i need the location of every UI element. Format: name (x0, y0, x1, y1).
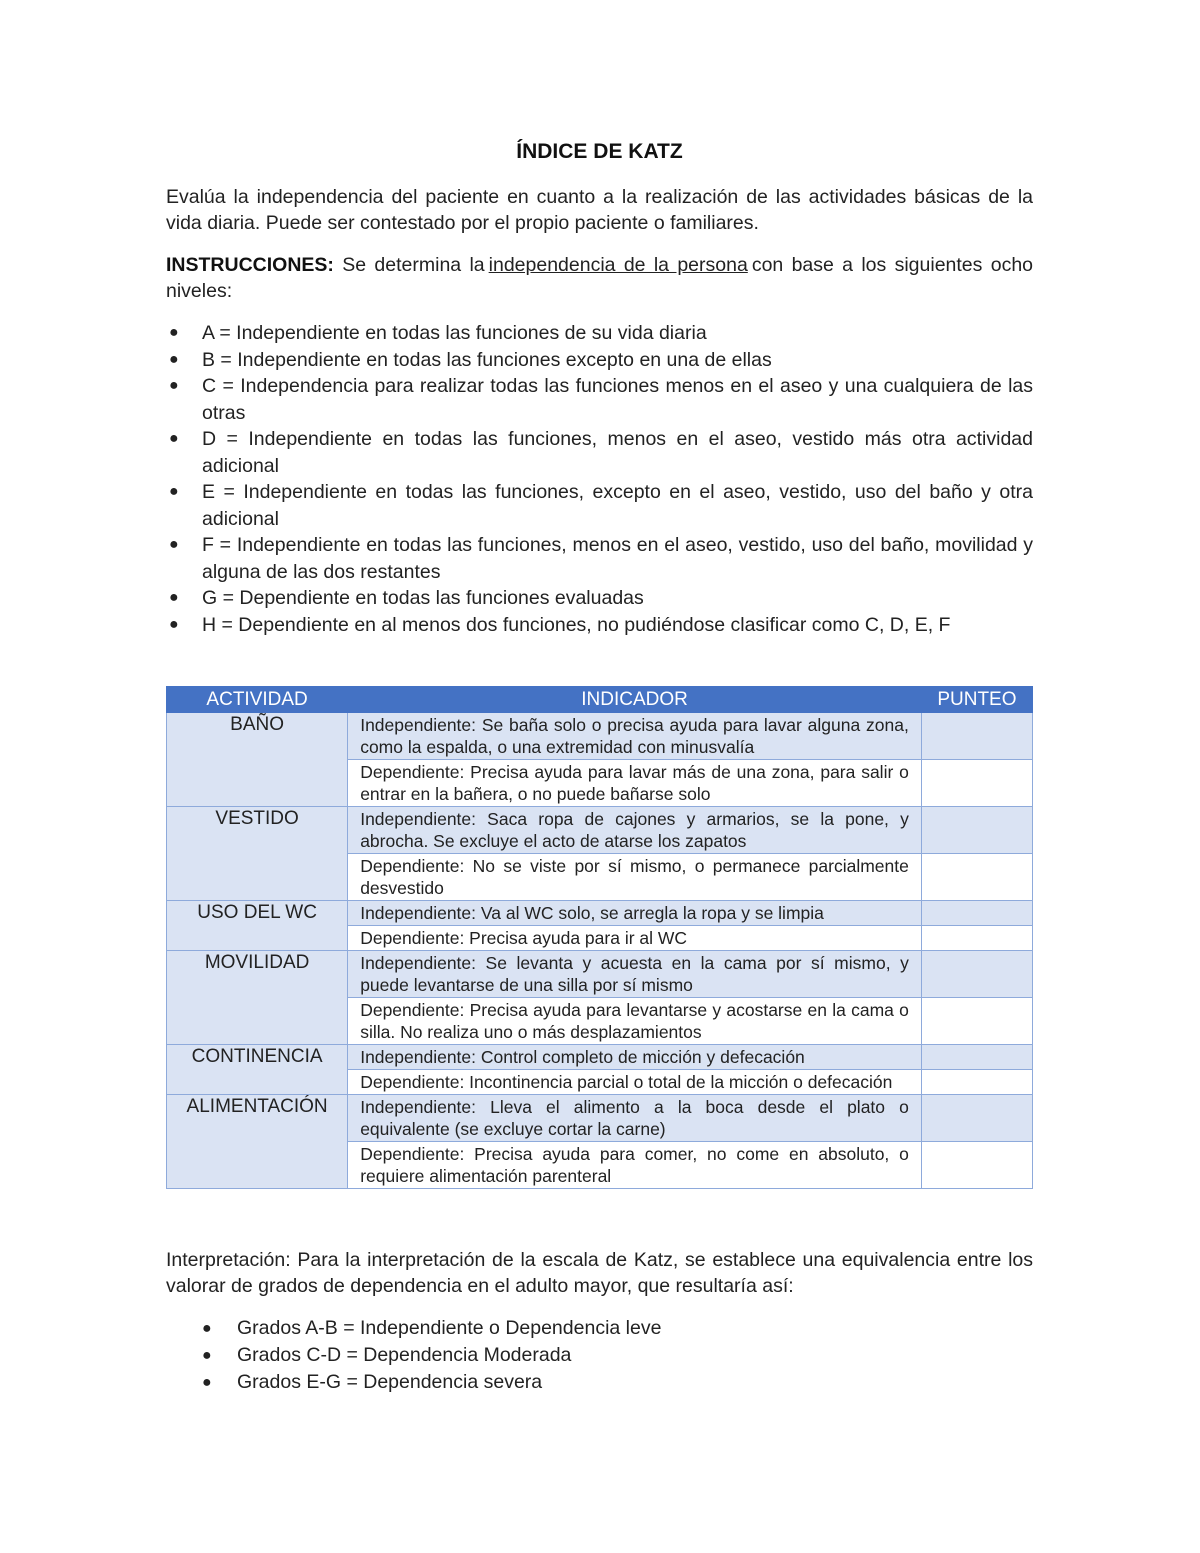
bullet-icon: ● (202, 1347, 212, 1364)
bullet-icon: ● (169, 430, 179, 447)
indicator-cell: Independiente: Lleva el alimento a la boca desde el plato o equivalente (se excluye cortar la carne) (348, 1095, 922, 1142)
page-title: ÍNDICE DE KATZ (516, 140, 683, 163)
bullet-icon: ● (169, 589, 179, 606)
interpretation-section (166, 1247, 1033, 1396)
indicator-cell: Dependiente: Precisa ayuda para lavar más de una zona, para salir o entrar en la bañera, o no puede bañarse solo (348, 760, 922, 807)
score-cell[interactable] (921, 854, 1032, 901)
indicator-cell: Independiente: Saca ropa de cajones y armarios, se la pone, y abrocha. Se excluye el acto de atarse los zapatos (348, 807, 922, 854)
list-item (166, 347, 1033, 374)
grades-list (166, 1315, 1033, 1396)
score-cell[interactable] (921, 807, 1032, 854)
level-text: B = Independiente en todas las funciones excepto en una de ellas (202, 348, 772, 371)
list-item (166, 612, 1033, 639)
level-text: E = Independiente en todas las funciones, excepto en el aseo, vestido, uso del baño y otra adicional (202, 481, 1033, 530)
score-cell[interactable] (921, 1095, 1032, 1142)
bullet-icon: ● (202, 1374, 212, 1391)
activity-cell: BAÑO (167, 713, 348, 807)
level-text: G = Dependiente en todas las funciones evaluadas (202, 587, 644, 609)
level-text: A = Independiente en todas las funciones de su vida diaria (202, 322, 707, 344)
table-row (167, 951, 1033, 998)
list-item (166, 479, 1033, 532)
indicator-cell: Independiente: Va al WC solo, se arregla la ropa y se limpia (348, 901, 922, 926)
indicator-cell: Independiente: Se levanta y acuesta en la cama por sí mismo, y puede levantarse de una silla por sí mismo (348, 951, 922, 998)
activity-cell: MOVILIDAD (167, 951, 348, 1045)
level-text: C = Independencia para realizar todas las funciones menos en el aseo y una cualquiera de las otras (202, 375, 1033, 424)
document-body (166, 140, 1033, 638)
grade-text: Grados A-B = Independiente o Dependencia leve (237, 1317, 662, 1339)
interpretation-paragraph: Interpretación: Para la interpretación de la escala de Katz, se establece una equivalencia entre los valorar de grados de dependencia en el adulto mayor, que resultaría así: (166, 1249, 1033, 1297)
header-actividad: ACTIVIDAD (167, 687, 348, 713)
levels-list (166, 320, 1033, 638)
level-text: F = Independiente en todas las funciones, menos en el aseo, vestido, uso del baño, movilidad y alguna de las dos restantes (202, 534, 1033, 583)
score-cell[interactable] (921, 1045, 1032, 1070)
grade-text: Grados E-G = Dependencia severa (237, 1371, 543, 1393)
table-row (167, 807, 1033, 854)
activity-cell: CONTINENCIA (167, 1045, 348, 1095)
instructions-label: INSTRUCCIONES: (166, 254, 334, 276)
bullet-icon: ● (169, 483, 179, 500)
intro-paragraph: Evalúa la independencia del paciente en cuanto a la realización de las actividades básicas de la vida diaria. Puede ser contestado por el propio paciente o familiares. (166, 186, 1033, 234)
bullet-icon: ● (169, 350, 179, 368)
instructions-paragraph (166, 252, 1033, 304)
indicator-cell: Independiente: Se baña solo o precisa ayuda para lavar alguna zona, como la espalda, o una extremidad con minusvalía (348, 713, 922, 760)
bullet-icon: ● (169, 536, 179, 553)
katz-table (166, 686, 1033, 1189)
list-item (166, 1315, 1033, 1342)
list-item (166, 320, 1033, 347)
list-item (166, 373, 1033, 426)
activity-cell: ALIMENTACIÓN (167, 1095, 348, 1189)
bullet-icon: ● (169, 615, 179, 633)
instructions-link[interactable]: independencia de la persona (488, 254, 748, 276)
indicator-cell: Dependiente: Precisa ayuda para comer, no come en absoluto, o requiere alimentación parenteral (348, 1142, 922, 1189)
table-row (167, 1095, 1033, 1142)
list-item (166, 426, 1033, 479)
score-cell[interactable] (921, 1142, 1032, 1189)
score-cell[interactable] (921, 901, 1032, 926)
indicator-cell: Dependiente: Precisa ayuda para ir al WC (348, 926, 922, 951)
activity-cell: USO DEL WC (167, 901, 348, 951)
list-item (166, 585, 1033, 612)
level-text: D = Independiente en todas las funciones, menos en el aseo, vestido más otra actividad adicional (202, 428, 1033, 477)
bullet-icon: ● (169, 324, 179, 341)
score-cell[interactable] (921, 1070, 1032, 1095)
indicator-cell: Independiente: Control completo de micción y defecación (348, 1045, 922, 1070)
score-cell[interactable] (921, 760, 1032, 807)
table-header-row (167, 687, 1033, 713)
indicator-cell: Dependiente: No se viste por sí mismo, o permanece parcialmente desvestido (348, 854, 922, 901)
table-row (167, 901, 1033, 926)
header-punteo: PUNTEO (921, 687, 1032, 713)
indicator-cell: Dependiente: Incontinencia parcial o total de la micción o defecación (348, 1070, 922, 1095)
score-cell[interactable] (921, 713, 1032, 760)
score-cell[interactable] (921, 998, 1032, 1045)
bullet-icon: ● (202, 1320, 212, 1337)
activity-cell: VESTIDO (167, 807, 348, 901)
table-row (167, 713, 1033, 760)
indicator-cell: Dependiente: Precisa ayuda para levantarse y acostarse en la cama o silla. No realiza uno o más desplazamientos (348, 998, 922, 1045)
instructions-before: Se determina la (342, 254, 485, 276)
instructions-after: con base a los siguientes ocho niveles: (166, 254, 1034, 302)
list-item (166, 532, 1033, 585)
score-cell[interactable] (921, 926, 1032, 951)
level-text: H = Dependiente en al menos dos funciones, no pudiéndose clasificar como C, D, E, F (202, 613, 951, 636)
list-item (166, 1369, 1033, 1396)
score-cell[interactable] (921, 951, 1032, 998)
list-item (166, 1342, 1033, 1369)
grade-text: Grados C-D = Dependencia Moderada (237, 1344, 572, 1366)
bullet-icon: ● (169, 377, 179, 394)
table-row (167, 1045, 1033, 1070)
header-indicador: INDICADOR (348, 687, 922, 713)
